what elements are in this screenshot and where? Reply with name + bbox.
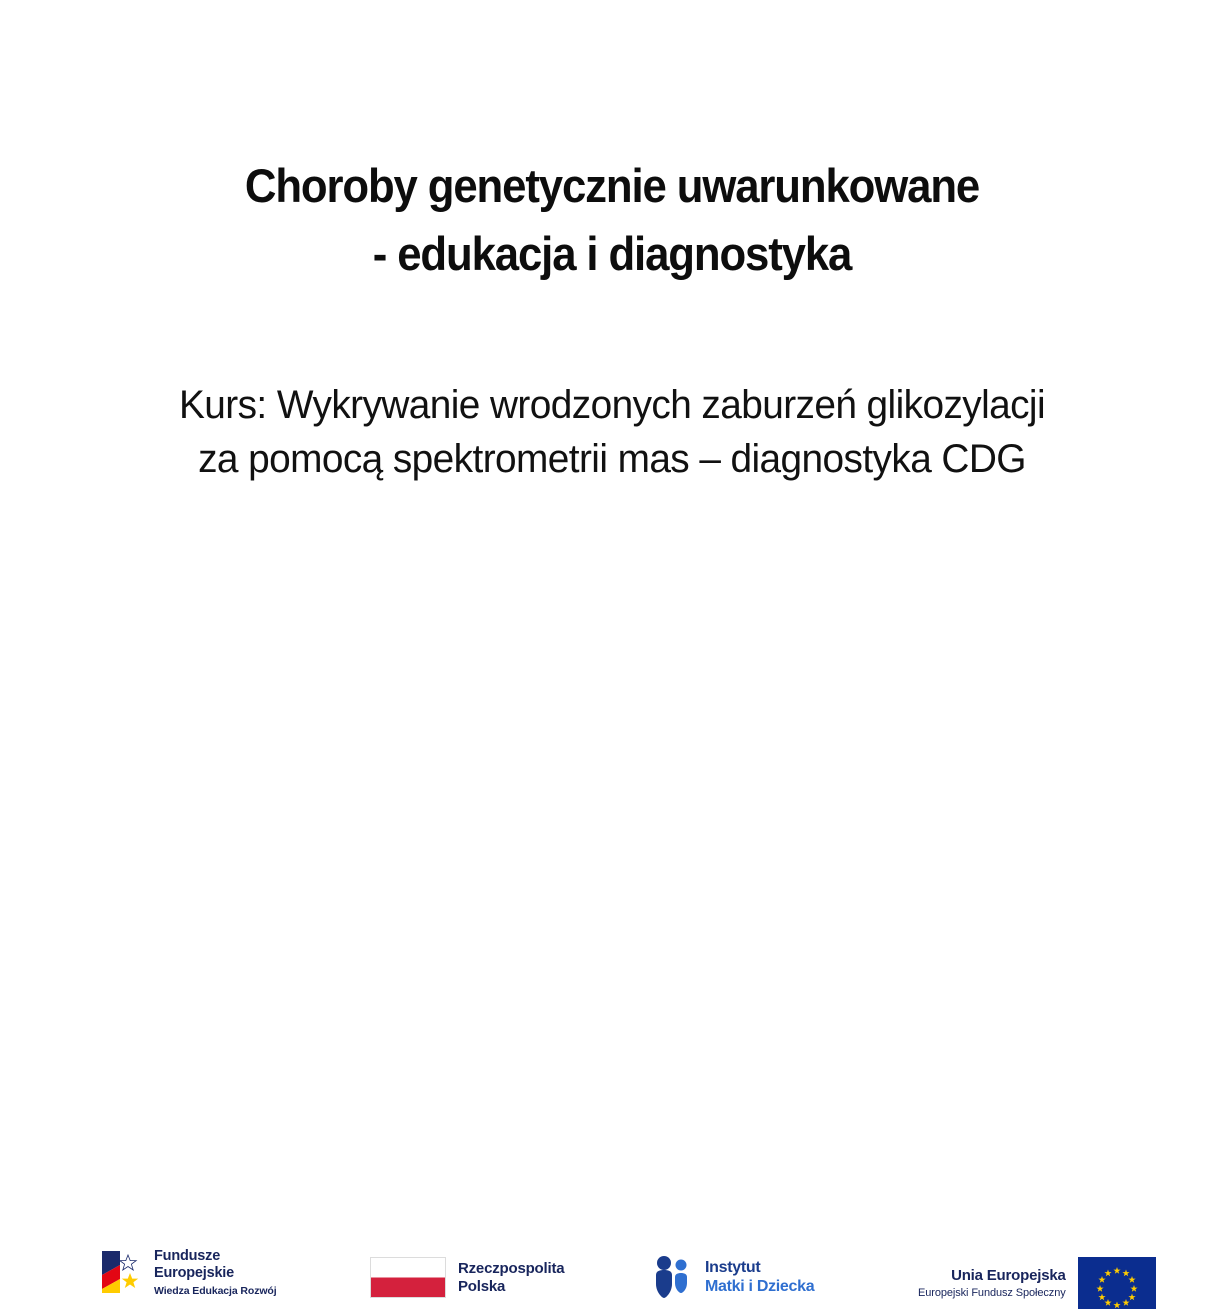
page-subtitle <box>0 378 1224 486</box>
logo-unia-europejska <box>918 1257 1156 1309</box>
logo-fundusze-europejskie <box>100 1248 277 1297</box>
instytut-matki-i-dziecka-text <box>705 1258 814 1296</box>
unia-europejska-text <box>918 1267 1066 1299</box>
ue-name-line-1: Unia Europejska <box>951 1267 1066 1284</box>
imd-name-line-1: Instytut <box>705 1258 761 1276</box>
imd-name-line-2: Matki i Dziecka <box>705 1278 815 1295</box>
subtitle-line-2: za pomocą spektrometrii mas – diagnostyka CDG <box>198 437 1026 481</box>
fe-program-label: Wiedza Edukacja Rozwój <box>154 1285 277 1298</box>
fundusze-europejskie-icon <box>100 1249 144 1297</box>
logo-instytut-matki-i-dziecka <box>650 1255 814 1299</box>
eu-flag-icon <box>1078 1257 1156 1309</box>
fundusze-europejskie-text <box>154 1248 277 1297</box>
fe-name-line-1: Fundusze <box>154 1248 221 1264</box>
rp-name-line-2: Polska <box>458 1277 506 1295</box>
title-line-2: - edukacja i diagnostyka <box>372 227 852 281</box>
fe-name-line-2: Europejskie <box>154 1265 234 1282</box>
ue-name-line-2: Europejski Fundusz Społeczny <box>918 1287 1066 1299</box>
title-line-1: Choroby genetycznie uwarunkowane <box>244 159 980 212</box>
subtitle-line-1: Kurs: Wykrywanie wrodzonych zaburzeń glikozylacji <box>178 383 1046 427</box>
polish-flag-icon <box>370 1257 446 1298</box>
rzeczpospolita-polska-text <box>458 1260 564 1296</box>
rp-name-line-1: Rzeczpospolita <box>458 1259 565 1277</box>
logo-rzeczpospolita-polska <box>370 1257 564 1298</box>
page-title <box>0 152 1224 288</box>
footer-logo-strip <box>0 612 1224 1299</box>
mother-and-child-icon <box>650 1255 696 1299</box>
